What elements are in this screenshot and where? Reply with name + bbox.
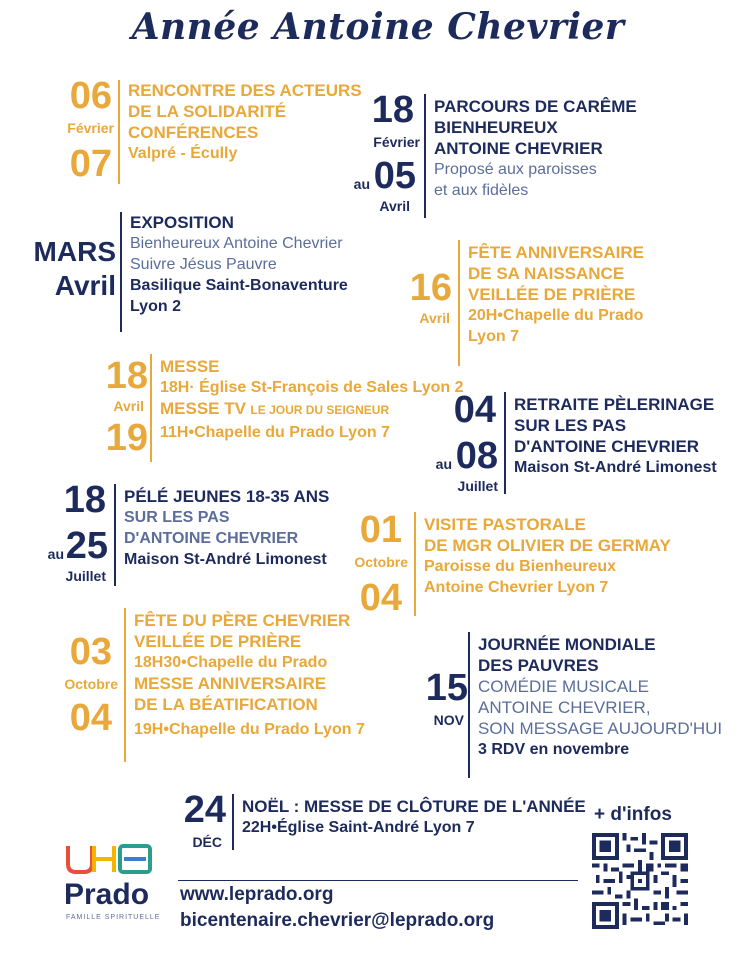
date-day: 03 bbox=[69, 631, 112, 673]
divider bbox=[468, 632, 470, 778]
date-month: DÉC bbox=[192, 834, 222, 850]
date-day: 19 bbox=[105, 417, 148, 459]
date-month: Avril bbox=[379, 198, 410, 214]
event-text: FÊTE ANNIVERSAIRE DE SA NAISSANCE VEILLÉE DE PRIÈRE 20H•Chapelle du Prado Lyon 7 bbox=[468, 243, 645, 345]
date-day: 16 bbox=[409, 267, 452, 309]
date-day: 18 bbox=[371, 89, 414, 131]
date-day: 04 bbox=[69, 697, 112, 739]
date-day: 08 bbox=[455, 435, 498, 477]
date-au: au bbox=[47, 546, 64, 562]
date-day: 05 bbox=[373, 155, 416, 197]
email-link[interactable]: bicentenaire.chevrier@leprado.org bbox=[180, 910, 495, 931]
date-day: 06 bbox=[69, 75, 112, 117]
divider bbox=[150, 354, 152, 462]
more-info-label: + d'infos bbox=[594, 804, 672, 825]
event-text: MESSE 18H· Église St-François de Sales Lyon 2 MESSE TV LE JOUR DU SEIGNEUR 11H•Chapelle du Prado Lyon 7 bbox=[160, 357, 464, 441]
event-text: PARCOURS DE CARÊME BIENHEUREUX ANTOINE CHEVRIER Proposé aux paroisses et aux fidèles bbox=[434, 97, 637, 199]
date-month: Février bbox=[373, 134, 420, 150]
event-text: JOURNÉE MONDIALE DES PAUVRES COMÉDIE MUSICALE ANTOINE CHEVRIER, SON MESSAGE AUJOURD'HUI 3 RDV en novembre bbox=[478, 635, 723, 758]
event-text: RENCONTRE DES ACTEURS DE LA SOLIDARITÉ CONFÉRENCES Valpré - Écully bbox=[128, 81, 362, 162]
date-month: NOV bbox=[433, 712, 464, 728]
event-text: PÉLÉ JEUNES 18-35 ANS SUR LES PAS D'ANTOINE CHEVRIER Maison St-André Limonest bbox=[124, 487, 330, 568]
event-text: EXPOSITION Bienheureux Antoine Chevrier Suivre Jésus Pauvre Basilique Saint-Bonaventure Lyon 2 bbox=[130, 213, 348, 315]
date-day: 25 bbox=[65, 525, 108, 567]
logo-subtitle: FAMILLE SPIRITUELLE bbox=[66, 914, 161, 921]
page-title: Année Antoine Chevrier bbox=[131, 6, 625, 48]
divider bbox=[114, 484, 116, 586]
date-month: Octobre bbox=[64, 676, 118, 692]
website-link[interactable]: www.leprado.org bbox=[180, 884, 334, 905]
footer-divider bbox=[178, 880, 578, 881]
date-day: 15 bbox=[425, 667, 468, 709]
event-text: RETRAITE PÈLERINAGE SUR LES PAS D'ANTOINE CHEVRIER Maison St-André Limonest bbox=[514, 395, 717, 476]
date-day: 04 bbox=[453, 389, 496, 431]
date-day: 18 bbox=[63, 479, 106, 521]
date-month: Avril bbox=[54, 270, 116, 301]
logo-name: Prado bbox=[64, 878, 150, 911]
divider bbox=[424, 94, 426, 218]
divider bbox=[232, 794, 234, 850]
date-day: 18 bbox=[105, 355, 148, 397]
date-month: Juillet bbox=[457, 478, 498, 494]
prado-logo-icon bbox=[64, 842, 156, 878]
divider bbox=[124, 608, 126, 762]
date-day: 04 bbox=[359, 577, 402, 619]
event-text: FÊTE DU PÈRE CHEVRIER VEILLÉE DE PRIÈRE 18H30•Chapelle du Prado MESSE ANNIVERSAIRE DE LA BÉATIFICATION 19H•Chapelle du Prado Lyon 7 bbox=[134, 611, 365, 738]
divider bbox=[504, 392, 506, 494]
date-month: Avril bbox=[113, 398, 144, 414]
date-au: au bbox=[353, 176, 370, 192]
date-day: 07 bbox=[69, 143, 112, 185]
date-day: 01 bbox=[359, 509, 402, 551]
date-month: Juillet bbox=[65, 568, 106, 584]
event-text: NOËL : MESSE DE CLÔTURE DE L'ANNÉE 22H•Église Saint-André Lyon 7 bbox=[242, 797, 586, 836]
divider bbox=[120, 212, 122, 332]
date-month: MARS bbox=[33, 236, 116, 267]
divider bbox=[414, 512, 416, 616]
date-month: Octobre bbox=[354, 554, 408, 570]
divider bbox=[458, 240, 460, 366]
date-month: Avril bbox=[419, 310, 450, 326]
date-day: 24 bbox=[183, 789, 226, 831]
qr-code-icon[interactable] bbox=[592, 833, 688, 929]
event-text: VISITE PASTORALE DE MGR OLIVIER DE GERMAY Paroisse du Bienheureux Antoine Chevrier Lyon 7 bbox=[424, 515, 671, 596]
divider bbox=[118, 80, 120, 184]
date-month: Février bbox=[67, 120, 114, 136]
date-au: au bbox=[435, 456, 452, 472]
